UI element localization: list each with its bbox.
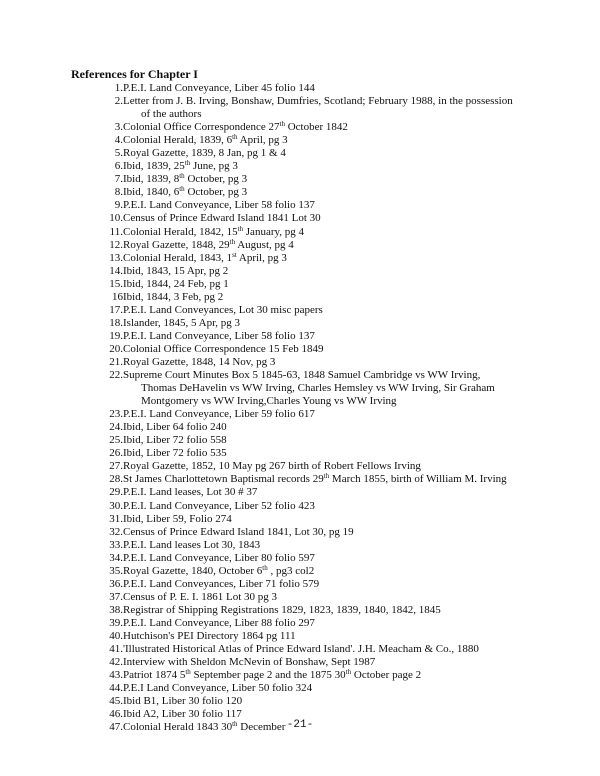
- reference-item: [0, 343, 600, 356]
- reference-number: 47.: [109, 721, 123, 734]
- reference-item: [0, 82, 600, 95]
- reference-item: [0, 95, 600, 121]
- ordinal-suffix: th: [262, 563, 268, 572]
- reference-item: [0, 447, 600, 460]
- reference-list: [0, 82, 600, 734]
- reference-text: Ibid B1, Liber 30 folio 120: [123, 695, 243, 708]
- reference-text: 'Illustrated Historical Atlas of Prince Edward Island'. J.H. Meacham & Co., 1880: [123, 643, 479, 656]
- reference-number: 45.: [109, 695, 123, 708]
- reference-text: Colonial Herald, 1843, 1st April, pg 3: [123, 250, 287, 264]
- reference-number: 21.: [109, 355, 123, 368]
- reference-text: Supreme Court Minutes Box 5 1845-63, 1848 Samuel Cambridge vs WW Irving,: [123, 369, 481, 382]
- reference-text-continuation: Montgomery vs WW Irving,Charles Young vs WW Irving: [141, 395, 397, 408]
- reference-text: P.E.I. Land Conveyance, Liber 80 folio 597: [123, 551, 315, 564]
- reference-text: P.E.I. Land Conveyance, Liber 58 folio 137: [123, 199, 315, 212]
- reference-text: P.E.I Land Conveyance, Liber 50 folio 324: [123, 682, 313, 695]
- reference-text: Ibid, 1843, 15 Apr, pg 2: [123, 264, 229, 277]
- ordinal-suffix: th: [184, 159, 191, 168]
- reference-text: Ibid, Liber 59, Folio 274: [123, 512, 232, 525]
- reference-text-continuation: Thomas DeHavelin vs WW Irving, Charles Hemsley vs WW Irving, Sir Graham: [141, 382, 495, 395]
- reference-number: 30.: [109, 499, 123, 512]
- reference-number: 12.: [109, 238, 123, 251]
- reference-item: [0, 656, 600, 669]
- reference-text: P.E.I. Land Conveyances, Liber 71 folio 579: [123, 577, 320, 590]
- reference-item: [0, 421, 600, 434]
- ordinal-suffix: th: [279, 120, 285, 129]
- reference-number: 27.: [109, 460, 123, 473]
- reference-text: Royal Gazette, 1852, 10 May pg 267 birth of Robert Fellows Irving: [123, 460, 421, 473]
- reference-number: 42.: [109, 656, 123, 669]
- reference-number: 38.: [109, 603, 123, 616]
- reference-text: Letter from J. B. Irving, Bonshaw, Dumfries, Scotland; February 1988, in the possession: [123, 95, 513, 108]
- reference-number: 39.: [109, 616, 123, 629]
- reference-item: [0, 604, 600, 617]
- reference-number: 11.: [109, 225, 123, 238]
- reference-item: [0, 591, 600, 604]
- reference-number: 10.: [109, 212, 123, 225]
- ordinal-suffix: th: [237, 224, 244, 233]
- reference-item: [0, 434, 600, 447]
- reference-item: [0, 226, 600, 239]
- reference-item: [0, 526, 600, 539]
- reference-item: [0, 121, 600, 134]
- reference-item: [0, 173, 600, 186]
- reference-text: Census of Prince Edward Island 1841 Lot 30: [123, 212, 321, 225]
- reference-number: 25.: [109, 434, 123, 447]
- reference-text: Colonial Office Correspondence 15 Feb 1849: [123, 342, 324, 355]
- reference-number: 13.: [109, 251, 123, 264]
- reference-text: Hutchison's PEI Directory 1864 pg 111: [123, 629, 296, 642]
- reference-text: P.E.I. Land Conveyance, Liber 45 folio 144: [123, 82, 315, 94]
- ordinal-suffix: th: [345, 668, 352, 677]
- reference-text: Colonial Herald 1843 30th December: [123, 720, 286, 734]
- reference-text: Royal Gazette, 1848, 14 Nov, pg 3: [123, 355, 276, 368]
- page-number: -21-: [286, 719, 314, 731]
- reference-item: [0, 160, 600, 173]
- reference-item: [0, 408, 600, 421]
- reference-number: 34.: [109, 551, 123, 564]
- ordinal-suffix: th: [185, 668, 191, 677]
- reference-text: Census of P. E. I. 1861 Lot 30 pg 3: [123, 590, 277, 603]
- reference-number: 18.: [109, 316, 123, 329]
- reference-item: [0, 473, 600, 486]
- reference-item: [0, 369, 600, 408]
- reference-number: 17.: [109, 303, 123, 316]
- reference-number: 23.: [109, 408, 123, 421]
- reference-number: 40.: [109, 629, 123, 642]
- reference-item: [0, 356, 600, 369]
- ordinal-suffix: th: [179, 185, 185, 194]
- reference-number: 41.: [109, 643, 123, 656]
- ordinal-suffix: st: [232, 250, 237, 259]
- reference-number: 24.: [109, 421, 123, 434]
- ordinal-suffix: th: [179, 172, 185, 181]
- reference-item: [0, 199, 600, 212]
- reference-item: [0, 186, 600, 199]
- chapter-references-heading: References for Chapter I: [71, 67, 198, 81]
- reference-item: [0, 617, 600, 630]
- reference-text: P.E.I. Land Conveyance, Liber 58 folio 137: [123, 329, 315, 342]
- reference-item: [0, 695, 600, 708]
- reference-number: 9.: [114, 199, 123, 212]
- reference-item: [0, 317, 600, 330]
- reference-number: 7.: [114, 173, 123, 186]
- reference-number: 2.: [114, 95, 123, 108]
- reference-item: [0, 212, 600, 225]
- reference-text-continuation: of the authors: [141, 108, 202, 121]
- reference-number: 19.: [109, 329, 123, 342]
- reference-number: 36.: [109, 577, 123, 590]
- reference-item: [0, 134, 600, 147]
- reference-number: 43.: [109, 669, 123, 682]
- reference-number: 31.: [109, 512, 123, 525]
- reference-text: P.E.I. Land leases, Lot 30 # 37: [123, 486, 258, 499]
- ordinal-suffix: th: [323, 472, 330, 481]
- reference-text: Islander, 1845, 5 Apr, pg 3: [123, 316, 241, 329]
- reference-number: 37.: [109, 590, 123, 603]
- reference-item: [0, 486, 600, 499]
- reference-text: P.E.I. Land leases Lot 30, 1843: [123, 538, 261, 551]
- reference-item: [0, 682, 600, 695]
- reference-item: [0, 278, 600, 291]
- ordinal-suffix: th: [229, 237, 236, 246]
- reference-text: Colonial Office Correspondence 27th October 1842: [123, 120, 348, 134]
- reference-number: 5.: [114, 147, 123, 160]
- reference-item: [0, 147, 600, 160]
- reference-item: [0, 513, 600, 526]
- reference-text: Census of Prince Edward Island 1841, Lot 30, pg 19: [123, 525, 354, 538]
- reference-item: [0, 669, 600, 682]
- reference-text: Ibid, 1844, 3 Feb, pg 2: [123, 290, 224, 303]
- reference-number: 20.: [109, 342, 123, 355]
- reference-text: P.E.I. Land Conveyance, Liber 59 folio 617: [123, 408, 315, 421]
- reference-text: Ibid, Liber 72 folio 535: [123, 447, 227, 460]
- reference-text: Ibid, 1844, 24 Feb, pg 1: [123, 277, 229, 290]
- reference-text: P.E.I. Land Conveyances, Lot 30 misc papers: [123, 303, 323, 316]
- reference-item: [0, 630, 600, 643]
- reference-number: 33.: [109, 538, 123, 551]
- reference-number: 26.: [109, 447, 123, 460]
- reference-text: P.E.I. Land Conveyance, Liber 52 folio 423: [123, 499, 315, 512]
- reference-text: Interview with Sheldon McNevin of Bonshaw, Sept 1987: [123, 656, 376, 669]
- reference-text: Ibid, Liber 64 folio 240: [123, 421, 227, 434]
- reference-number: 22.: [109, 369, 123, 382]
- reference-text: Registrar of Shipping Registrations 1829, 1823, 1839, 1840, 1842, 1845: [123, 603, 441, 616]
- reference-text: Royal Gazette, 1848, 29th August, pg 4: [123, 237, 294, 251]
- reference-number: 46.: [109, 708, 123, 721]
- reference-text: Colonial Herald, 1839, 6th April, pg 3: [123, 133, 288, 147]
- reference-text: St James Charlottetown Baptismal records 29th March 1855, birth of William M. Irving: [123, 472, 507, 486]
- reference-item: [0, 265, 600, 278]
- reference-item: [0, 330, 600, 343]
- reference-number: 3.: [114, 121, 123, 134]
- reference-text: P.E.I. Land Conveyance, Liber 88 folio 297: [123, 616, 315, 629]
- reference-number: 32.: [109, 525, 123, 538]
- reference-text: Patriot 1874 5th September page 2 and the 1875 30th October page 2: [123, 668, 422, 682]
- reference-number: 14.: [109, 264, 123, 277]
- reference-number: 15.: [109, 277, 123, 290]
- reference-item: [0, 291, 600, 304]
- reference-text: Ibid A2, Liber 30 folio 117: [123, 708, 242, 721]
- reference-text: Royal Gazette, 1840, October 6th , pg3 col2: [123, 563, 315, 577]
- reference-item: [0, 304, 600, 317]
- reference-item: [0, 460, 600, 473]
- reference-item: [0, 565, 600, 578]
- reference-number: 6.: [114, 160, 123, 173]
- reference-number: 1.: [114, 82, 123, 94]
- reference-text: Ibid, 1840, 6th October, pg 3: [123, 185, 248, 199]
- reference-number: 35.: [109, 564, 123, 577]
- reference-item: [0, 552, 600, 565]
- reference-number: 16: [112, 290, 123, 303]
- reference-text: Ibid, 1839, 8th October, pg 3: [123, 172, 248, 186]
- reference-number: 29.: [109, 486, 123, 499]
- reference-item: [0, 539, 600, 552]
- reference-item: [0, 239, 600, 252]
- reference-number: 8.: [114, 186, 123, 199]
- reference-item: [0, 500, 600, 513]
- reference-number: 28.: [109, 473, 123, 486]
- ordinal-suffix: th: [232, 133, 238, 142]
- reference-text: Royal Gazette, 1839, 8 Jan, pg 1 & 4: [123, 147, 286, 160]
- reference-item: [0, 578, 600, 591]
- reference-item: [0, 643, 600, 656]
- reference-number: 4.: [114, 134, 123, 147]
- ordinal-suffix: th: [232, 720, 238, 729]
- reference-text: Ibid, 1839, 25th June, pg 3: [123, 159, 238, 173]
- reference-text: Ibid, Liber 72 folio 558: [123, 434, 227, 447]
- reference-text: Colonial Herald, 1842, 15th January, pg 4: [123, 224, 305, 238]
- reference-number: 44.: [109, 682, 123, 695]
- reference-item: [0, 252, 600, 265]
